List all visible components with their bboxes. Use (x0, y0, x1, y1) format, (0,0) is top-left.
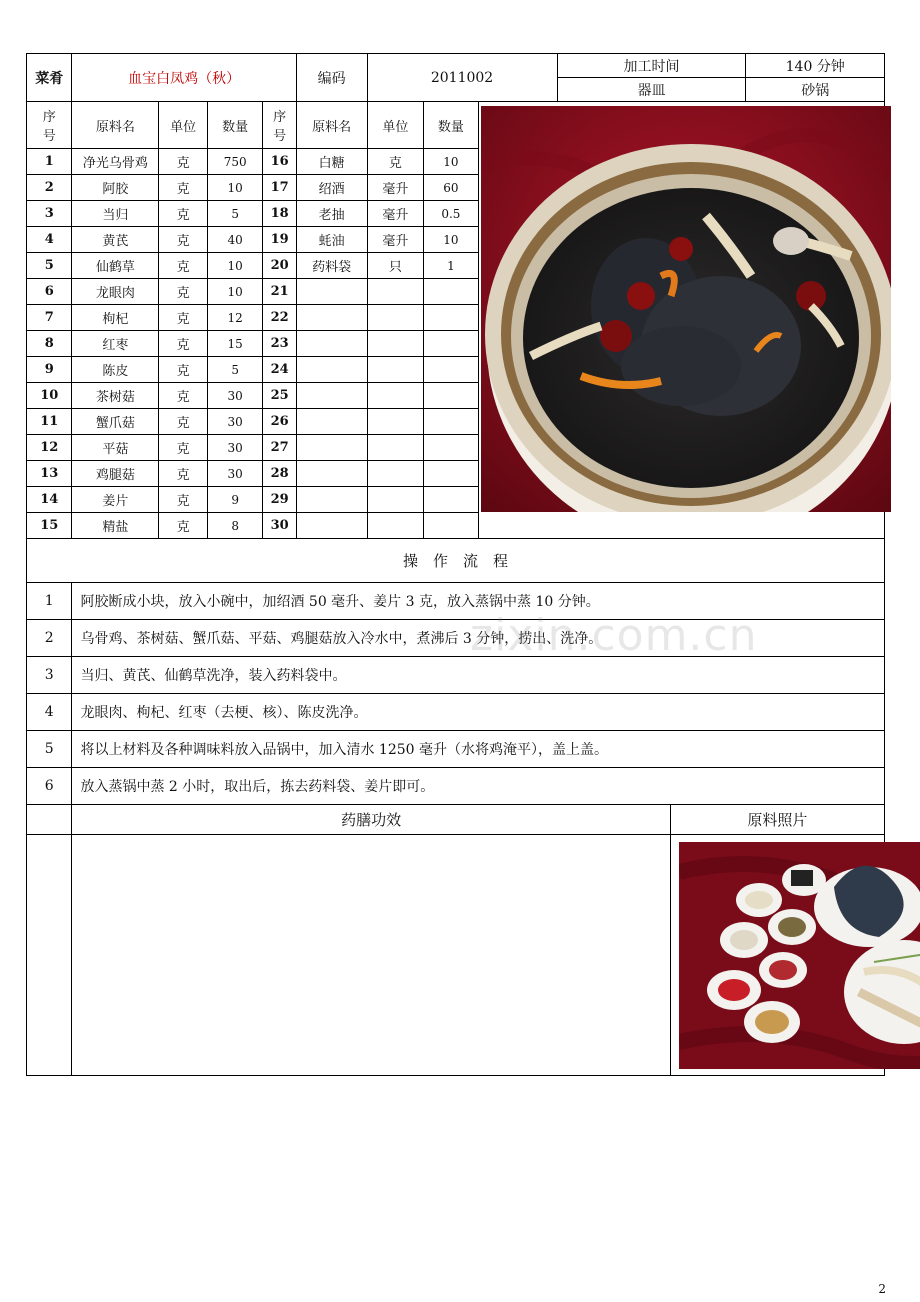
ingredient-number: 14 (27, 487, 72, 513)
ingredient-unit: 克 (159, 357, 208, 383)
step-text: 将以上材料及各种调味料放入品锅中，加入清水 1250 毫升（水将鸡淹平），盖上盖。 (72, 731, 885, 768)
step-text: 阿胶断成小块，放入小碗中，加绍酒 50 毫升、姜片 3 克，放入蒸锅中蒸 10 分钟。 (72, 583, 885, 620)
ingredient-qty: 40 (207, 227, 263, 253)
ingredient-name: 红枣 (72, 331, 159, 357)
ingredient-number: 24 (263, 357, 296, 383)
name-header-right: 原料名 (296, 102, 367, 149)
ingredient-number: 13 (27, 461, 72, 487)
ingredient-number: 20 (263, 253, 296, 279)
ingredient-name (296, 305, 367, 331)
ingredient-qty: 30 (207, 409, 263, 435)
ingredient-qty (424, 435, 479, 461)
ingredient-unit: 克 (159, 461, 208, 487)
ingredient-qty (424, 357, 479, 383)
name-header-left: 原料名 (72, 102, 159, 149)
photo-label: 原料照片 (670, 805, 884, 835)
ingredient-qty: 60 (424, 175, 479, 201)
ingredient-number: 21 (263, 279, 296, 305)
ingredient-qty: 10 (424, 227, 479, 253)
ingredient-number: 5 (27, 253, 72, 279)
ingredient-name: 绍酒 (296, 175, 367, 201)
ingredient-qty (424, 487, 479, 513)
ingredients-plates-image (679, 842, 920, 1069)
process-title: 操 作 流 程 (27, 539, 885, 583)
ingredient-number: 16 (263, 149, 296, 175)
ingredient-qty: 9 (207, 487, 263, 513)
ingredient-qty (424, 331, 479, 357)
ingredient-number: 11 (27, 409, 72, 435)
qty-header-left: 数量 (207, 102, 263, 149)
dish-photo-cell (478, 102, 884, 539)
ingredient-number: 9 (27, 357, 72, 383)
ingredient-name (296, 279, 367, 305)
ingredient-qty: 10 (207, 253, 263, 279)
ingredient-unit: 克 (159, 305, 208, 331)
step-number: 2 (27, 620, 72, 657)
ingredient-number: 4 (27, 227, 72, 253)
ingredient-number: 30 (263, 513, 296, 539)
ingredient-unit: 克 (159, 331, 208, 357)
ingredient-qty: 0.5 (424, 201, 479, 227)
unit-header-left: 单位 (159, 102, 208, 149)
ingredient-unit: 克 (159, 409, 208, 435)
recipe-sheet (26, 53, 885, 1076)
ingredient-qty: 30 (207, 461, 263, 487)
dish-label: 菜肴 (27, 54, 72, 102)
ingredient-number: 2 (27, 175, 72, 201)
ingredient-name (296, 435, 367, 461)
ingredient-name: 鸡腿菇 (72, 461, 159, 487)
ingredient-unit: 克 (159, 513, 208, 539)
effect-label: 药膳功效 (72, 805, 670, 835)
ingredient-qty: 12 (207, 305, 263, 331)
blank-cell (27, 835, 72, 1076)
ingredient-name (296, 331, 367, 357)
ingredient-name: 药料袋 (296, 253, 367, 279)
seq-header-right: 序 号 (263, 102, 296, 149)
ingredient-qty (424, 279, 479, 305)
step-text: 乌骨鸡、茶树菇、蟹爪菇、平菇、鸡腿菇放入冷水中，煮沸后 3 分钟，捞出、洗净。 (72, 620, 885, 657)
ingredient-unit: 毫升 (367, 201, 424, 227)
ingredient-name (296, 357, 367, 383)
ingredient-qty: 5 (207, 357, 263, 383)
process-step (27, 768, 885, 805)
ingredient-name (296, 383, 367, 409)
ingredient-name: 阿胶 (72, 175, 159, 201)
ingredient-name: 仙鹤草 (72, 253, 159, 279)
ingredient-qty: 30 (207, 383, 263, 409)
ingredient-unit: 克 (159, 383, 208, 409)
ingredient-unit (367, 331, 424, 357)
ingredient-unit (367, 435, 424, 461)
ingredient-number: 28 (263, 461, 296, 487)
ingredient-name: 黄芪 (72, 227, 159, 253)
ingredient-name: 陈皮 (72, 357, 159, 383)
step-text: 龙眼肉、枸杞、红枣（去梗、核）、陈皮洗净。 (72, 694, 885, 731)
ingredient-unit: 克 (159, 279, 208, 305)
ingredient-qty (424, 409, 479, 435)
ingredients-photo-cell (670, 835, 884, 1076)
ingredient-unit (367, 461, 424, 487)
ingredient-unit (367, 305, 424, 331)
unit-header-right: 单位 (367, 102, 424, 149)
ingredient-qty (424, 305, 479, 331)
ingredient-name: 枸杞 (72, 305, 159, 331)
ingredient-name: 平菇 (72, 435, 159, 461)
step-text: 当归、黄芪、仙鹤草洗净，装入药料袋中。 (72, 657, 885, 694)
vessel-value: 砂锅 (746, 78, 885, 102)
ingredient-unit (367, 279, 424, 305)
ingredient-unit: 克 (159, 149, 208, 175)
ingredient-number: 3 (27, 201, 72, 227)
ingredient-unit (367, 513, 424, 539)
ingredient-qty (424, 461, 479, 487)
ingredient-qty: 5 (207, 201, 263, 227)
dish-photo (481, 106, 891, 512)
ingredient-unit: 克 (159, 253, 208, 279)
recipe-table (26, 53, 885, 1076)
step-number: 6 (27, 768, 72, 805)
process-step (27, 694, 885, 731)
ingredient-number: 15 (27, 513, 72, 539)
ingredient-name: 老抽 (296, 201, 367, 227)
claypot-soup-image (481, 106, 891, 512)
ingredient-number: 12 (27, 435, 72, 461)
ingredient-number: 1 (27, 149, 72, 175)
process-step (27, 731, 885, 768)
ingredient-name (296, 461, 367, 487)
blank-cell (27, 805, 72, 835)
ingredient-number: 17 (263, 175, 296, 201)
ingredient-unit: 毫升 (367, 227, 424, 253)
ingredient-unit: 克 (159, 227, 208, 253)
ingredients-photo (679, 842, 920, 1069)
ingredient-number: 23 (263, 331, 296, 357)
watermark-text: zixin.com.cn (470, 610, 758, 661)
page-number: 2 (878, 1282, 886, 1296)
ingredient-number: 6 (27, 279, 72, 305)
process-step (27, 657, 885, 694)
time-value: 140 分钟 (746, 54, 885, 78)
ingredient-qty: 15 (207, 331, 263, 357)
ingredient-qty: 30 (207, 435, 263, 461)
ingredient-name (296, 513, 367, 539)
ingredient-unit (367, 383, 424, 409)
ingredient-number: 25 (263, 383, 296, 409)
time-label: 加工时间 (557, 54, 746, 78)
ingredient-number: 8 (27, 331, 72, 357)
ingredient-name: 精盐 (72, 513, 159, 539)
ingredient-name: 蚝油 (296, 227, 367, 253)
ingredient-number: 10 (27, 383, 72, 409)
ingredient-qty (424, 383, 479, 409)
effect-content (72, 835, 670, 1076)
ingredient-unit: 克 (367, 149, 424, 175)
step-number: 1 (27, 583, 72, 620)
ingredient-name: 当归 (72, 201, 159, 227)
ingredient-name: 净光乌骨鸡 (72, 149, 159, 175)
ingredient-name: 姜片 (72, 487, 159, 513)
dish-name: 血宝白凤鸡（秋） (72, 54, 296, 102)
ingredient-unit: 克 (159, 175, 208, 201)
code-value: 2011002 (367, 54, 557, 102)
ingredient-unit (367, 409, 424, 435)
ingredient-name (296, 487, 367, 513)
ingredient-qty: 8 (207, 513, 263, 539)
ingredient-qty: 10 (207, 175, 263, 201)
ingredient-unit: 克 (159, 201, 208, 227)
vessel-label: 器皿 (557, 78, 746, 102)
seq-header-left: 序 号 (27, 102, 72, 149)
ingredient-number: 29 (263, 487, 296, 513)
ingredient-unit (367, 357, 424, 383)
ingredient-number: 7 (27, 305, 72, 331)
ingredient-unit: 克 (159, 435, 208, 461)
ingredient-name: 龙眼肉 (72, 279, 159, 305)
step-number: 4 (27, 694, 72, 731)
ingredient-number: 27 (263, 435, 296, 461)
code-label: 编码 (296, 54, 367, 102)
step-number: 5 (27, 731, 72, 768)
ingredient-qty: 10 (207, 279, 263, 305)
ingredient-qty (424, 513, 479, 539)
step-number: 3 (27, 657, 72, 694)
ingredient-unit: 克 (159, 487, 208, 513)
ingredient-unit (367, 487, 424, 513)
ingredient-name: 蟹爪菇 (72, 409, 159, 435)
ingredient-number: 19 (263, 227, 296, 253)
ingredient-number: 18 (263, 201, 296, 227)
ingredient-qty: 750 (207, 149, 263, 175)
ingredient-number: 26 (263, 409, 296, 435)
ingredient-qty: 10 (424, 149, 479, 175)
ingredient-name: 白糖 (296, 149, 367, 175)
ingredient-unit: 毫升 (367, 175, 424, 201)
ingredient-qty: 1 (424, 253, 479, 279)
ingredient-name (296, 409, 367, 435)
step-text: 放入蒸锅中蒸 2 小时，取出后，拣去药料袋、姜片即可。 (72, 768, 885, 805)
ingredient-unit: 只 (367, 253, 424, 279)
qty-header-right: 数量 (424, 102, 479, 149)
ingredient-number: 22 (263, 305, 296, 331)
ingredient-name: 茶树菇 (72, 383, 159, 409)
